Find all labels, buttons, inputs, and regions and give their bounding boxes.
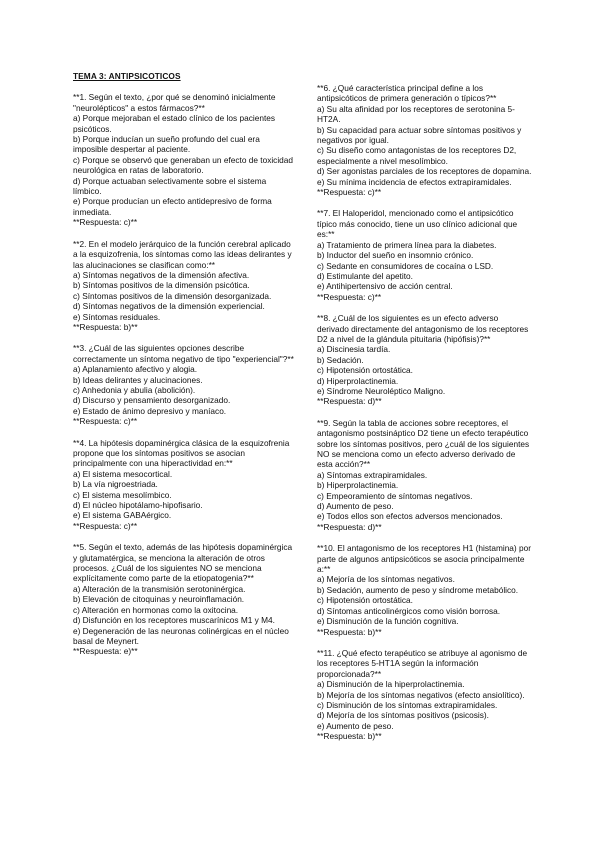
question-block — [73, 239, 295, 333]
answer-option: d) Porque actuaban selectivamente sobre el sistema límbico. — [73, 175, 267, 197]
answer-option: c) Disminución de los síntomas extrapiramidales. — [317, 699, 498, 710]
question-block — [73, 343, 295, 426]
answer-option: a) Alteración de la transmisión serotoninérgica. — [73, 583, 246, 594]
answer-option: e) Todos ellos son efectos adversos mencionados. — [317, 511, 503, 522]
question-block — [73, 92, 295, 227]
question-block — [317, 313, 532, 407]
question-stem: **1. Según el texto, ¿por qué se denominó inicialmente "neurolépticos" a estos fármacos?** — [73, 92, 276, 113]
answer-option: a) Síntomas extrapiramidales. — [317, 469, 428, 480]
answer-option: c) Sedante en consumidores de cocaína o LSD. — [317, 260, 494, 271]
question-block — [73, 438, 295, 532]
answer-option: d) Síntomas anticolinérgicos como visión borrosa. — [317, 605, 501, 616]
answer-option: c) Alteración en hormonas como la oxitocina. — [73, 604, 239, 615]
answer-option: d) Aumento de peso. — [317, 501, 394, 512]
question-stem: **10. El antagonismo de los receptores H1 (histamina) por parte de algunos antipsicóticos se asocia principalmente a:** — [317, 543, 531, 575]
answer-option: b) Elevación de citoquinas y neuroinflamación. — [73, 594, 245, 605]
answer-option: c) Síntomas positivos de la dimensión desorganizada. — [73, 290, 272, 301]
question-stem: **4. La hipótesis dopaminérgica clásica de la esquizofrenia propone que los síntomas positivos se asocian principalmente con una hiperactividad en:** — [73, 437, 290, 469]
correct-answer: **Respuesta: e)** — [73, 646, 138, 657]
answer-option: c) Porque se observó que generaban un efecto de toxicidad neurológica en ratas de laboratorio. — [73, 154, 294, 176]
answer-option: b) Su capacidad para actuar sobre síntomas positivos y negativos por igual. — [317, 124, 522, 146]
answer-option: b) Síntomas positivos de la dimensión psicótica. — [73, 280, 250, 291]
question-stem: **2. En el modelo jerárquico de la función cerebral aplicado a la esquizofrenia, los síntomas como las ideas delirantes y las alucinaciones se clasifican como:** — [73, 238, 292, 270]
correct-answer: **Respuesta: c)** — [73, 217, 138, 228]
correct-answer: **Respuesta: c)** — [317, 291, 382, 302]
document-title: TEMA 3: ANTIPSICOTICOS — [73, 71, 181, 81]
question-block — [317, 418, 532, 532]
answer-option: d) Síntomas negativos de la dimensión experiencial. — [73, 301, 265, 312]
answer-option: a) Discinesia tardía. — [317, 344, 391, 355]
answer-option: d) Mejoría de los síntomas positivos (psicosis). — [317, 710, 489, 721]
correct-answer: **Respuesta: c)** — [317, 187, 382, 198]
correct-answer: **Respuesta: d)** — [317, 521, 382, 532]
answer-option: a) Síntomas negativos de la dimensión afectiva. — [73, 269, 250, 280]
answer-option: b) Porque inducían un sueño profundo del cual era imposible despertar al paciente. — [73, 134, 260, 155]
answer-option: c) Empeoramiento de síntomas negativos. — [317, 490, 473, 501]
answer-option: a) Disminución de la hiperprolactinemia. — [317, 679, 465, 690]
answer-option: b) Hiperprolactinemia. — [317, 480, 399, 491]
answer-option: b) Sedación. — [317, 354, 364, 365]
question-stem: **9. Según la tabla de acciones sobre receptores, el antagonismo postsináptico D2 tiene un efecto terapéutico sobre los síntomas positivos, pero ¿cuál de los siguientes NO se menciona como un efecto adverso derivado de esta acción?** — [317, 417, 530, 470]
answer-option: c) Hipotensión ortostática. — [317, 595, 413, 606]
answer-option: b) La vía nigroestriada. — [73, 479, 158, 490]
answer-option: d) Disfunción en los receptores muscarínicos M1 y M4. — [73, 615, 275, 626]
question-stem: **6. ¿Qué característica principal define a los antipsicóticos de primera generación o típicos?** — [317, 83, 497, 104]
answer-option: a) El sistema mesocortical. — [73, 468, 173, 479]
answer-option: d) Ser agonistas parciales de los receptores de dopamina. — [317, 166, 532, 177]
right-column — [317, 83, 532, 753]
answer-option: b) Ideas delirantes y alucinaciones. — [73, 374, 203, 385]
answer-option: a) Tratamiento de primera línea para la diabetes. — [317, 239, 497, 250]
answer-option: b) Mejoría de los síntomas negativos (efecto ansiolítico). — [317, 689, 525, 700]
correct-answer: **Respuesta: d)** — [317, 396, 382, 407]
answer-option: e) Degeneración de las neuronas colinérgicas en el núcleo basal de Meynert. — [73, 625, 289, 646]
answer-option: e) Antihipertensivo de acción central. — [317, 281, 453, 292]
answer-option: b) Sedación, aumento de peso y síndrome metabólico. — [317, 584, 519, 595]
question-stem: **3. ¿Cuál de las siguientes opciones describe correctamente un síntoma negativo de tipo "experiencial"?** — [73, 343, 294, 364]
answer-option: a) Mejoría de los síntomas negativos. — [317, 574, 455, 585]
answer-option: e) Porque producían un efecto antidepresivo de forma inmediata. — [73, 196, 272, 217]
answer-option: a) Aplanamiento afectivo y alogia. — [73, 364, 198, 375]
answer-option: c) Hipotensión ortostática. — [317, 365, 413, 376]
answer-option: d) Hiperprolactinemia. — [317, 375, 399, 386]
question-stem: **5. Según el texto, además de las hipótesis dopaminérgica y glutamatérgica, se menciona la alteración de otros procesos. ¿Cuál de los siguientes NO se menciona explícitamente como parte de la etiopatogenia?** — [73, 542, 293, 584]
left-column — [73, 71, 295, 668]
correct-answer: **Respuesta: c)** — [73, 520, 138, 531]
answer-option: e) El sistema GABAérgico. — [73, 510, 172, 521]
answer-option: a) Su alta afinidad por los receptores de serotonina 5-HT2A. — [317, 103, 515, 125]
question-stem: **7. El Haloperidol, mencionado como el antipsicótico típico más conocido, tiene un uso clínico adicional que es:** — [317, 208, 518, 240]
question-block — [317, 83, 532, 197]
answer-option: c) Su diseño como antagonistas de los receptores D2, especialmente a nivel mesolímbico. — [317, 145, 517, 166]
answer-option: a) Porque mejoraban el estado clínico de los pacientes psicóticos. — [73, 113, 276, 134]
answer-option: c) El sistema mesolímbico. — [73, 489, 172, 500]
question-block — [317, 208, 532, 302]
correct-answer: **Respuesta: b)** — [73, 321, 138, 332]
question-stem: **8. ¿Cuál de los siguientes es un efecto adverso derivado directamente del antagonismo de los receptores D2 a nivel de la glándula pituitaria (hipófisis)?** — [317, 313, 529, 344]
answer-option: e) Su mínima incidencia de efectos extrapiramidales. — [317, 176, 512, 187]
question-block — [317, 543, 532, 637]
correct-answer: **Respuesta: b)** — [317, 731, 382, 742]
question-block — [73, 542, 295, 656]
answer-option: e) Aumento de peso. — [317, 720, 394, 731]
answer-option: e) Estado de ánimo depresivo y maníaco. — [73, 405, 227, 416]
answer-option: d) Estimulante del apetito. — [317, 270, 413, 281]
answer-option: d) Discurso y pensamiento desorganizado. — [73, 395, 231, 406]
question-stem: **11. ¿Qué efecto terapéutico se atribuye al agonismo de los receptores 5-HT1A según la información proporcionada?** — [317, 647, 528, 679]
correct-answer: **Respuesta: b)** — [317, 626, 382, 637]
answer-option: e) Síntomas residuales. — [73, 311, 161, 322]
answer-option: b) Inductor del sueño en insomnio crónico. — [317, 250, 474, 261]
answer-option: e) Síndrome Neuroléptico Maligno. — [317, 385, 446, 396]
answer-option: d) El núcleo hipotálamo-hipofisario. — [73, 500, 203, 511]
answer-option: c) Anhedonia y abulia (abolición). — [73, 384, 196, 395]
question-block — [317, 648, 532, 742]
correct-answer: **Respuesta: c)** — [73, 416, 138, 427]
answer-option: e) Disminución de la función cognitiva. — [317, 616, 459, 627]
